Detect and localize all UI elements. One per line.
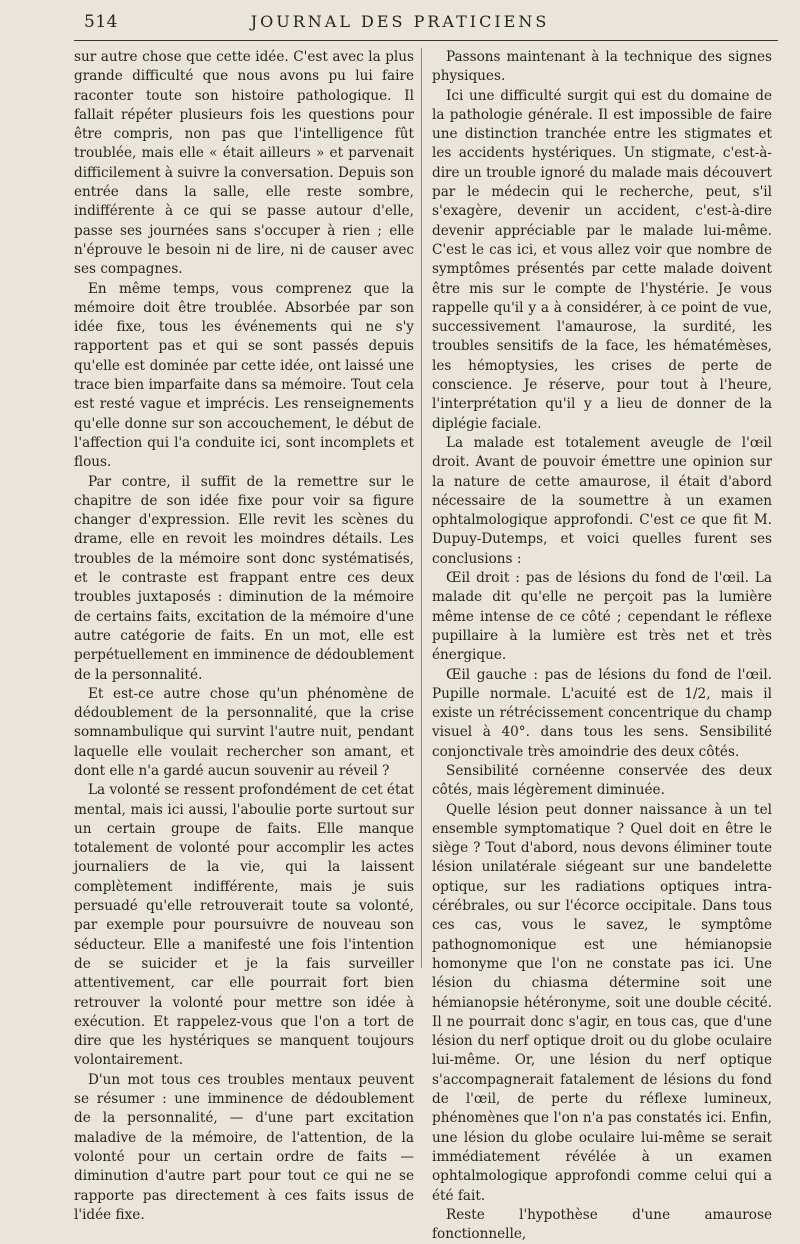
paragraph: Par contre, il suffit de la remettre sur le chapitre de son idée fixe pour voir sa figure changer d'expression. Elle revit les scènes du drame, elle en revoit les moindres détails. Les troubles de la mémoire sont donc systématisés, et le contraste est frappant entre ces deux troubles juxtaposés : diminution de la mémoire de certains faits, excitation de la mémoire d'une autre catégorie de faits. En un mot, elle est perpétuellement en imminence de dédoublement de la personnalité. (74, 473, 414, 683)
paragraph: La volonté se ressent profondément de cet état mental, mais ici aussi, l'aboulie porte surtout sur un certain groupe de faits. Elle manque totalement de volonté pour accomplir les actes journaliers de la vie, qui la laissent complètement indifférente, mais je suis persuadé qu'elle retrouverait toute sa volonté, par exemple pour poursuivre de nouveau son séducteur. Elle a manifesté une fois l'intention de se suicider et je la fais surveiller attentivement, car elle pourrait fort bien retrouver la volonté pour mettre son idée à exécution. Et rappelez-vous que l'on a tort de dire que les hystériques se manquent toujours volontairement. (74, 782, 415, 1069)
page-number: 514 (84, 12, 118, 32)
paragraph: Ici une difficulté surgit qui est du domaine de la pathologie générale. Il est impossible de faire une distinction tranchée entre les stigmates et les accidents hystériques. Un stigmate, c'est-à-dire un trouble ignoré du malade mais découvert par le médecin qui le recherche, peut, s'il s'exagère, devenir un accident, c'est-à-dire devenir appréciable par le malade lui-même. C'est le cas ici, et vous allez voir que nombre de symptômes présentés par cette malade doivent être mis sur le compte de l'hystérie. Je vous rappelle qu'il y a à considérer, à ce point de vue, successivement l'amaurose, la surdité, les troubles sensitifs de la face, les hématémèses, les hémoptysies, les crises de perte de conscience. Je réserve, pour tout à l'heure, l'interprétation qu'il y a lieu de donner de la diplégie faciale. (432, 87, 772, 432)
column-divider (421, 48, 422, 968)
paragraph: Œil droit : pas de lésions du fond de l'œil. La malade dit qu'elle ne perçoit pas la lumière même intense de ce côté ; cependant le réflexe pupillaire à la lumière est très net et très énergique. (432, 570, 772, 664)
right-column (432, 48, 772, 1244)
paragraph: sur autre chose que cette idée. C'est avec la plus grande difficulté que nous avons pu lui faire raconter toute son histoire pathologique. Il fallait répéter plusieurs fois les questions pour être compris, non pas que l'intelligence fût troublée, mais elle « était ailleurs » et parvenait difficilement à suivre la conversation. Depuis son entrée dans la salle, elle reste sombre, indifférente à ce qui se passe autour d'elle, passe ses journées sans s'occuper à rien ; elle n'éprouve le besoin ni de lire, ni de causer avec ses compagnes. (74, 49, 414, 278)
paragraph: Passons maintenant à la technique des signes physiques. (432, 49, 772, 85)
header-rule (74, 40, 778, 41)
journal-title: JOURNAL DES PRATICIENS (250, 12, 550, 31)
paragraph: La malade est totalement aveugle de l'œil droit. Avant de pouvoir émettre une opinion sur la nature de cette amaurose, il était d'abord nécessaire de la soumettre à un examen ophtalmologique approfondi. C'est ce que fit M. Dupuy-Dutemps, et voici quelles furent ses conclusions : (432, 434, 772, 567)
paragraph: Reste l'hypothèse d'une amaurose fonctionnelle, (432, 1206, 772, 1243)
paragraph: D'un mot tous ces troubles mentaux peuvent se résumer : une imminence de dédoublement de la personnalité, — d'une part excitation maladive de la mémoire, de l'attention, de la volonté pour un certain ordre de faits — diminution d'autre part pour tout ce qui ne se rapporte pas directement à ces faits issus de l'idée fixe. (74, 1071, 414, 1223)
paragraph: Sensibilité cornéenne conservée des deux côtés, mais légèrement diminuée. (432, 762, 772, 799)
paragraph: Œil gauche : pas de lésions du fond de l'œil. Pupille normale. L'acuité est de 1/2, mais il existe un rétrécissement concentrique du champ visuel à 40°. dans tous les sens. Sensibilité conjonctivale très amoindrie des deux côtés. (432, 666, 772, 760)
page-header (0, 12, 800, 36)
paragraph: Et est-ce autre chose qu'un phénomène de dédoublement de la personnalité, que la crise somnambulique qui survint l'autre nuit, pendant laquelle elle voulait rechercher son amant, et dont elle n'a gardé aucun souvenir au réveil ? (74, 685, 414, 779)
paragraph: En même temps, vous comprenez que la mémoire doit être troublée. Absorbée par son idée fixe, tous les événements qui ne s'y rapportent pas et qui se sont passés depuis qu'elle est dominée par cette idée, ont laissé une trace bien imparfaite dans sa mémoire. Tout cela est resté vague et imprécis. Les renseignements qu'elle donne sur son accouchement, le début de l'affection qui l'a conduite ici, sont incomplets et flous. (74, 280, 414, 471)
paragraph: Quelle lésion peut donner naissance à un tel ensemble symptomatique ? Quel doit en être le siège ? Tout d'abord, nous devons éliminer toute lésion unilatérale siégeant sur une bandelette optique, sur les radiations optiques intra-cérébrales, ou sur l'écorce occipitale. Dans tous ces cas, vous le savez, le symptôme pathognomonique est une hémianopsie homonyme que l'on ne constate pas ici. Une lésion du chiasma détermine soit une hémianopsie hétéronyme, soit une double cécité. Il ne pourrait donc s'agir, en tous cas, que d'une lésion du nerf optique droit ou du globe oculaire lui-même. Or, une lésion du nerf optique s'accompagnerait fatalement de lésions du fond de l'œil, de perte du réflexe lumineux, phénomènes que l'on n'a pas constatés ici. Enfin, une lésion du globe oculaire lui-même se serait immédiatement révélée à un examen ophtalmologique approfondi comme celui qui a été fait. (432, 801, 772, 1204)
